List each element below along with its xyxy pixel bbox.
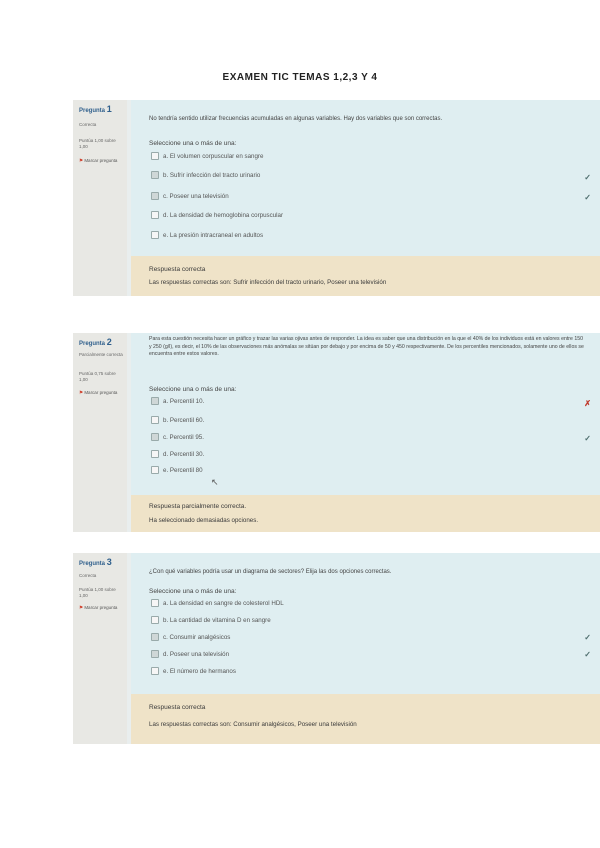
question-info-panel [73, 553, 127, 744]
feedback-title: Respuesta correcta [149, 704, 206, 711]
incorrect-cross-icon: ✗ [584, 399, 591, 408]
checkbox[interactable] [151, 152, 159, 160]
flag-question-link[interactable]: ⚑ Marcar pregunta [79, 605, 118, 610]
checkbox[interactable] [151, 231, 159, 239]
question-info-panel [73, 100, 127, 296]
feedback-panel [131, 495, 600, 532]
feedback-panel [131, 694, 600, 744]
flag-question-link[interactable]: ⚑ Marcar pregunta [79, 158, 118, 163]
question-state: Correcta [79, 573, 97, 578]
answer-option[interactable]: a. La densidad en sangre de colesterol HDL [151, 599, 284, 609]
question-body [131, 333, 600, 532]
question-number: Pregunta 2 [79, 337, 112, 347]
correct-check-icon: ✓ [584, 193, 591, 202]
flag-icon: ⚑ [79, 158, 84, 163]
answer-option[interactable]: d. La densidad de hemoglobina corpuscular [151, 211, 283, 221]
checkbox-checked[interactable] [151, 171, 159, 179]
answer-prompt: Seleccione una o más de una: [149, 140, 237, 147]
checkbox-checked[interactable] [151, 192, 159, 200]
checkbox[interactable] [151, 450, 159, 458]
answer-option[interactable]: c. Poseer una televisión [151, 192, 229, 202]
question-info-panel [73, 333, 127, 532]
question-score: Puntúa 1,00 sobre 1,00 [79, 138, 116, 149]
answer-option[interactable]: a. Percentil 10. [151, 397, 204, 407]
answer-option[interactable]: d. Percentil 30. [151, 450, 204, 460]
question-text: ¿Con qué variables podría usar un diagrama de sectores? Elija las dos opciones correctas. [149, 569, 392, 575]
answer-option[interactable]: e. Percentil 80 [151, 466, 203, 476]
question-score: Puntúa 1,00 sobre 1,00 [79, 587, 116, 598]
checkbox[interactable] [151, 466, 159, 474]
feedback-title: Respuesta parcialmente correcta. [149, 503, 247, 510]
feedback-panel [131, 256, 600, 296]
flag-icon: ⚑ [79, 390, 84, 395]
checkbox[interactable] [151, 211, 159, 219]
answer-option[interactable]: d. Poseer una televisión [151, 650, 229, 660]
question-state: Correcta [79, 122, 97, 127]
feedback-text: Ha seleccionado demasiadas opciones. [149, 517, 259, 524]
correct-check-icon: ✓ [584, 650, 591, 659]
checkbox-checked[interactable] [151, 397, 159, 405]
question-text: Para esta cuestión necesita hacer un gráfico y trazar las varias ojivas antes de responder. La idea es saber que una distribución en la que el 40% de los individuos está en valores entre 150 y 250 (g/l), es decir, el 10% de las observaciones más anómalas se sitúan por debajo y por encima de 50 y 450 respectivamente. De los percentiles mencionados, solamente uno de ellos se encuentra entre estos valores. [149, 336, 584, 357]
question-body [131, 553, 600, 744]
answer-prompt: Seleccione una o más de una: [149, 386, 237, 393]
question-2-card [73, 333, 600, 532]
question-1-card [73, 100, 600, 296]
question-body [131, 100, 600, 296]
checkbox-checked[interactable] [151, 650, 159, 658]
answer-option[interactable]: a. El volumen corpuscular en sangre [151, 152, 263, 162]
answer-option[interactable]: c. Consumir analgésicos [151, 633, 230, 643]
checkbox-checked[interactable] [151, 633, 159, 641]
mouse-cursor-icon: ↖ [211, 477, 219, 487]
flag-question-link[interactable]: ⚑ Marcar pregunta [79, 390, 118, 395]
question-state: Parcialmente correcta [79, 352, 123, 357]
answer-option[interactable]: e. El número de hermanos [151, 667, 236, 677]
correct-check-icon: ✓ [584, 633, 591, 642]
question-score: Puntúa 0,75 sobre 1,00 [79, 371, 116, 382]
flag-icon: ⚑ [79, 605, 84, 610]
feedback-title: Respuesta correcta [149, 266, 206, 273]
answer-option[interactable]: e. La presión intracraneal en adultos [151, 231, 263, 241]
checkbox[interactable] [151, 667, 159, 675]
question-number: Pregunta 3 [79, 557, 112, 567]
answer-option[interactable]: b. Percentil 60. [151, 416, 204, 426]
question-3-card [73, 553, 600, 744]
feedback-text: Las respuestas correctas son: Sufrir infección del tracto urinario, Poseer una televisión [149, 279, 387, 286]
question-text: No tendría sentido utilizar frecuencias acumuladas en algunas variables. Hay dos variables que son correctas. [149, 116, 443, 122]
checkbox[interactable] [151, 416, 159, 424]
answer-option[interactable]: b. La cantidad de vitamina D en sangre [151, 616, 271, 626]
checkbox[interactable] [151, 616, 159, 624]
document-title: EXAMEN TIC TEMAS 1,2,3 Y 4 [222, 72, 378, 83]
checkbox[interactable] [151, 599, 159, 607]
answer-option[interactable]: c. Percentil 95. [151, 433, 204, 443]
checkbox-checked[interactable] [151, 433, 159, 441]
answer-option[interactable]: b. Sufrir infección del tracto urinario [151, 171, 260, 181]
answer-prompt: Seleccione una o más de una: [149, 588, 237, 595]
correct-check-icon: ✓ [584, 434, 591, 443]
feedback-text: Las respuestas correctas son: Consumir analgésicos, Poseer una televisión [149, 721, 357, 728]
question-number: Pregunta 1 [79, 104, 112, 114]
correct-check-icon: ✓ [584, 173, 591, 182]
